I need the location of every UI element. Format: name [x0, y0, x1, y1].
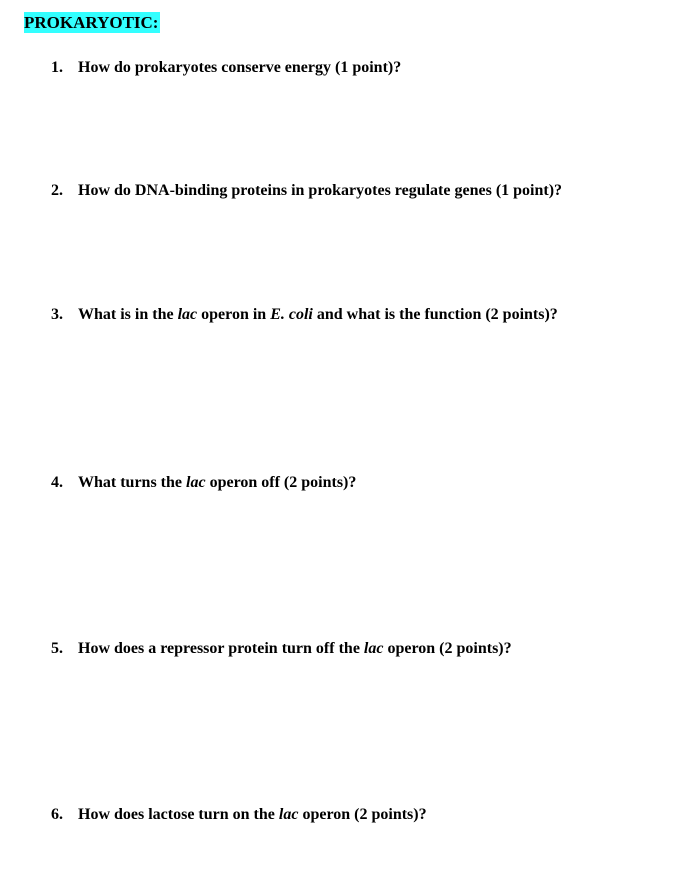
- question-4: [51, 473, 356, 493]
- question-2: [51, 181, 562, 201]
- question-text: operon (2 points)?: [298, 806, 427, 823]
- question-number: 4.: [51, 474, 63, 491]
- gene-term-lac: lac: [186, 474, 206, 491]
- gene-term-lac: lac: [363, 640, 384, 657]
- question-6: [51, 805, 427, 825]
- question-5: [51, 639, 512, 659]
- question-text: and what is the function (2 points)?: [312, 306, 558, 323]
- question-number: 5.: [51, 640, 63, 657]
- question-number: 2.: [51, 182, 63, 199]
- gene-term-lac: lac: [177, 306, 198, 323]
- question-text: What is in the: [78, 306, 178, 323]
- question-3: [51, 305, 558, 325]
- organism-term: E. coli: [270, 306, 313, 323]
- gene-term-lac: lac: [278, 806, 299, 823]
- question-number: 3.: [51, 306, 63, 323]
- question-number: 6.: [51, 806, 63, 823]
- question-text: How does a repressor protein turn off the: [78, 640, 364, 657]
- question-number: 1.: [51, 59, 63, 76]
- section-heading: PROKARYOTIC:: [24, 13, 159, 32]
- question-text: How do DNA-binding proteins in prokaryotes regulate genes (1 point)?: [78, 182, 563, 199]
- question-1: [51, 58, 401, 78]
- question-text: How does lactose turn on the: [78, 806, 279, 823]
- question-text: operon (2 points)?: [383, 640, 512, 657]
- question-text: How do prokaryotes conserve energy (1 point)?: [78, 59, 402, 76]
- question-text: What turns the: [78, 474, 187, 491]
- question-text: operon in: [197, 306, 271, 323]
- question-text: operon off (2 points)?: [205, 474, 357, 491]
